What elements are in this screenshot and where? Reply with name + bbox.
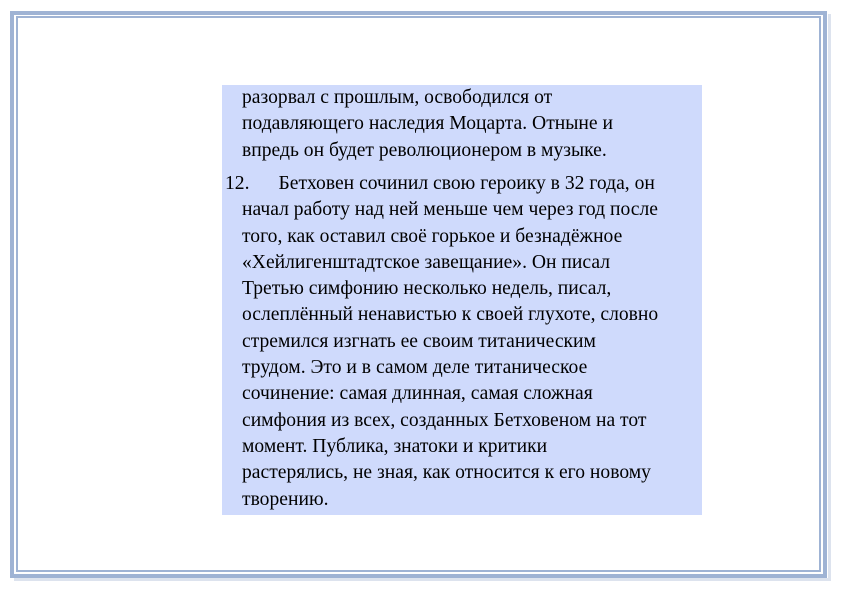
paragraph-line: Третью симфонию несколько недель, писал, bbox=[242, 278, 612, 300]
list-item-12 bbox=[242, 171, 712, 513]
paragraph-line: сочинение: самая длинная, самая сложная bbox=[242, 383, 593, 405]
paragraph-line: «Хейлигенштадтское завещание». Он писал bbox=[242, 251, 610, 273]
paragraph-line: Бетховен сочинил свою героику в 32 года, он bbox=[254, 173, 655, 194]
paragraph-line: подавляющего наследия Моцарта. Отныне и bbox=[242, 113, 613, 135]
paragraph-line: творению. bbox=[242, 488, 329, 510]
paragraph-line: того, как оставил своё горькое и безнадёжное bbox=[242, 225, 623, 247]
paragraph-line: момент. Публика, знатоки и критики bbox=[242, 435, 548, 457]
paragraph-line: разорвал с прошлым, освободился от bbox=[242, 87, 553, 108]
paragraph-line: стремился изгнать ее своим титаническим bbox=[242, 330, 596, 352]
continued-paragraph bbox=[242, 85, 707, 164]
paragraph-line: впредь он будет революционером в музыке. bbox=[242, 139, 607, 161]
paragraph-line: ослеплённый ненавистью к своей глухоте, словно bbox=[242, 304, 659, 326]
paragraph-line: трудом. Это и в самом деле титаническое bbox=[242, 357, 588, 379]
paragraph-line: симфония из всех, созданных Бетховеном на тот bbox=[242, 409, 647, 431]
paragraph-line: начал работу над ней меньше чем через год после bbox=[242, 199, 658, 221]
paragraph-line: растерялись, не зная, как относится к его новому bbox=[242, 462, 651, 484]
text-box bbox=[222, 85, 702, 515]
list-item-number: 12. bbox=[225, 173, 250, 194]
